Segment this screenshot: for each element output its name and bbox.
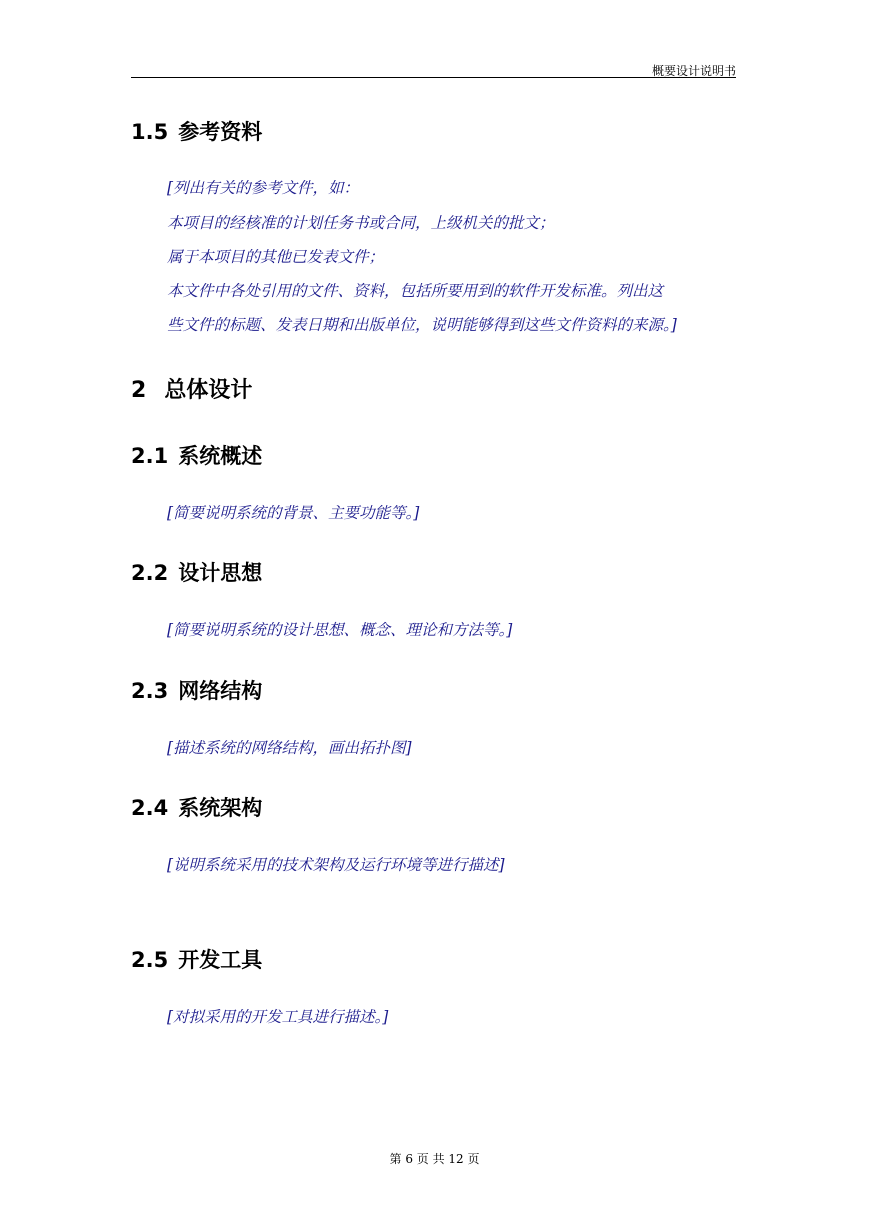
page-number-footer: 第 6 页 共 12 页 <box>389 1152 480 1166</box>
section-heading-2-1 <box>131 440 262 470</box>
section-heading-2-3 <box>131 675 262 705</box>
section-title: 系统概述 <box>178 444 263 468</box>
section-number: 2.5 <box>131 948 169 972</box>
section-number: 2.1 <box>131 444 169 468</box>
section-title: 设计思想 <box>178 561 263 585</box>
section-heading-2-4 <box>131 792 262 822</box>
section-note-line: 本文件中各处引用的文件、资料，包括所要用到的软件开发标准。列出这 <box>167 282 664 300</box>
section-note-line: [列出有关的参考文件，如： <box>167 179 360 197</box>
section-note-line: 本项目的经核准的计划任务书或合同，上级机关的批文； <box>167 214 555 232</box>
section-number: 2.3 <box>131 679 169 703</box>
section-title: 网络结构 <box>178 679 263 703</box>
chapter-heading-2 <box>131 373 252 404</box>
section-heading-1-5 <box>131 116 262 146</box>
section-note: [描述系统的网络结构，画出拓扑图] <box>167 739 412 757</box>
document-title: 概要设计说明书 <box>651 64 736 78</box>
section-title: 参考资料 <box>178 120 263 144</box>
section-number: 2.2 <box>131 561 169 585</box>
section-title: 开发工具 <box>178 948 263 972</box>
header-divider <box>131 77 736 78</box>
section-heading-2-5 <box>131 944 262 974</box>
section-note: [简要说明系统的背景、主要功能等。] <box>167 504 420 522</box>
chapter-title: 总体设计 <box>164 378 253 403</box>
section-title: 系统架构 <box>178 796 263 820</box>
section-heading-2-2 <box>131 557 262 587</box>
section-note-line: 些文件的标题、发表日期和出版单位，说明能够得到这些文件资料的来源。] <box>167 316 677 334</box>
section-note-line: 属于本项目的其他已发表文件； <box>167 248 385 266</box>
section-number: 2.4 <box>131 796 169 820</box>
chapter-number: 2 <box>131 378 147 403</box>
section-note: [简要说明系统的设计思想、概念、理论和方法等。] <box>167 621 513 639</box>
section-note: [说明系统采用的技术架构及运行环境等进行描述] <box>167 856 505 874</box>
section-number: 1.5 <box>131 120 169 144</box>
section-note: [对拟采用的开发工具进行描述。] <box>167 1008 389 1026</box>
